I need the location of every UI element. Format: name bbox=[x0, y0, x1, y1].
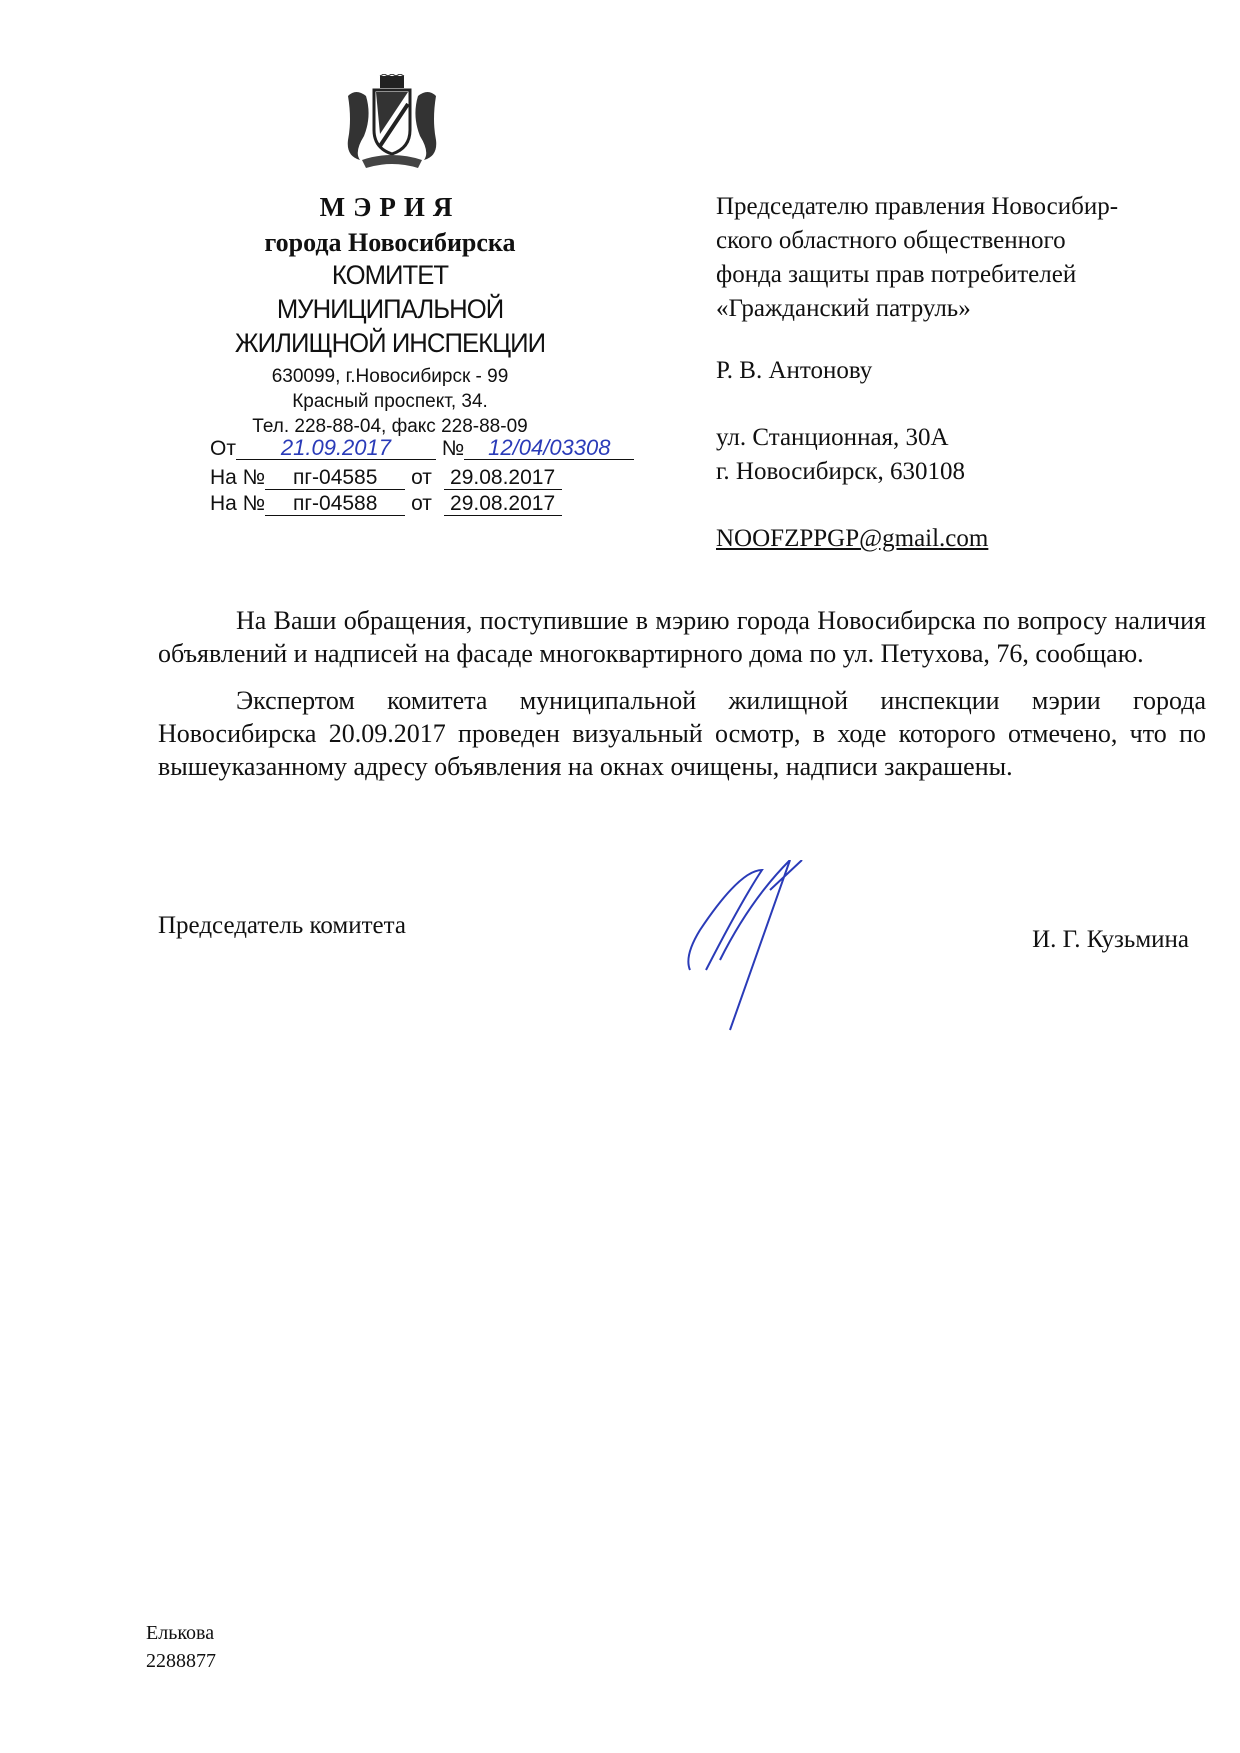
letterhead-municipal: МУНИЦИПАЛЬНОЙ bbox=[276, 294, 504, 324]
handwritten-signature bbox=[680, 860, 840, 1045]
letter-body bbox=[158, 604, 1206, 783]
outgoing-date: 21.09.2017 bbox=[236, 437, 436, 460]
reference-row bbox=[210, 492, 562, 516]
ref-label: На № bbox=[210, 492, 266, 515]
recipient-line: ского областного общественного bbox=[716, 227, 1066, 254]
signer-position: Председатель комитета bbox=[158, 912, 406, 939]
executor-phone: 2288877 bbox=[146, 1650, 216, 1672]
signer-name: И. Г. Кузьмина bbox=[1032, 926, 1189, 953]
ref-from-label: от bbox=[411, 466, 432, 489]
recipient-line: фонда защиты прав потребителей bbox=[716, 261, 1077, 288]
letterhead-committee: КОМИТЕТ bbox=[331, 260, 449, 290]
recipient-street: ул. Станционная, 30А bbox=[716, 424, 949, 451]
reference-row bbox=[210, 466, 562, 490]
ref-date: 29.08.2017 bbox=[444, 467, 562, 490]
ref-date: 29.08.2017 bbox=[444, 493, 562, 516]
number-label: № bbox=[441, 437, 465, 460]
letterhead-title: МЭРИЯ bbox=[319, 192, 461, 222]
ref-label: На № bbox=[210, 466, 266, 489]
recipient-line: Председателю правления Новосибир- bbox=[716, 193, 1119, 220]
recipient-name: Р. В. Антонову bbox=[716, 357, 873, 384]
outgoing-registration bbox=[210, 437, 634, 461]
executor-name: Елькова bbox=[146, 1622, 215, 1644]
recipient-email[interactable]: NOOFZPPGP@gmail.com bbox=[716, 525, 989, 552]
letterhead-phone: Тел. 228-88-04, факс 228-88-09 bbox=[252, 416, 528, 437]
ref-number: пг-04588 bbox=[265, 493, 405, 516]
recipient-block bbox=[716, 190, 1196, 326]
letterhead-city: города Новосибирска bbox=[264, 228, 516, 257]
letterhead-address-2: Красный проспект, 34. bbox=[292, 391, 488, 412]
recipient-city: г. Новосибирск, 630108 bbox=[716, 458, 966, 485]
outgoing-number: 12/04/03308 bbox=[464, 437, 634, 460]
from-label: От bbox=[210, 437, 236, 460]
letterhead-address-1: 630099, г.Новосибирск - 99 bbox=[271, 366, 509, 387]
ref-from-label: от bbox=[411, 492, 432, 515]
coat-of-arms-emblem bbox=[340, 74, 444, 178]
recipient-line: «Гражданский патруль» bbox=[716, 295, 971, 322]
body-paragraph: На Ваши обращения, поступившие в мэрию города Новосибирска по вопросу наличия объявлений и надписей на фасаде многоквартирного дома по ул. Петухова, 76, сообщаю. bbox=[158, 606, 1206, 668]
body-paragraph: Экспертом комитета муниципальной жилищной инспекции мэрии города Новосибирска 20.09.2017 проведен визуальный осмотр, в ходе которого отмечено, что по вышеуказанному адресу объявления на окнах очищены, надписи закрашены. bbox=[158, 686, 1206, 781]
letterhead-inspection: ЖИЛИЩНОЙ ИНСПЕКЦИИ bbox=[234, 328, 546, 358]
ref-number: пг-04585 bbox=[265, 467, 405, 490]
